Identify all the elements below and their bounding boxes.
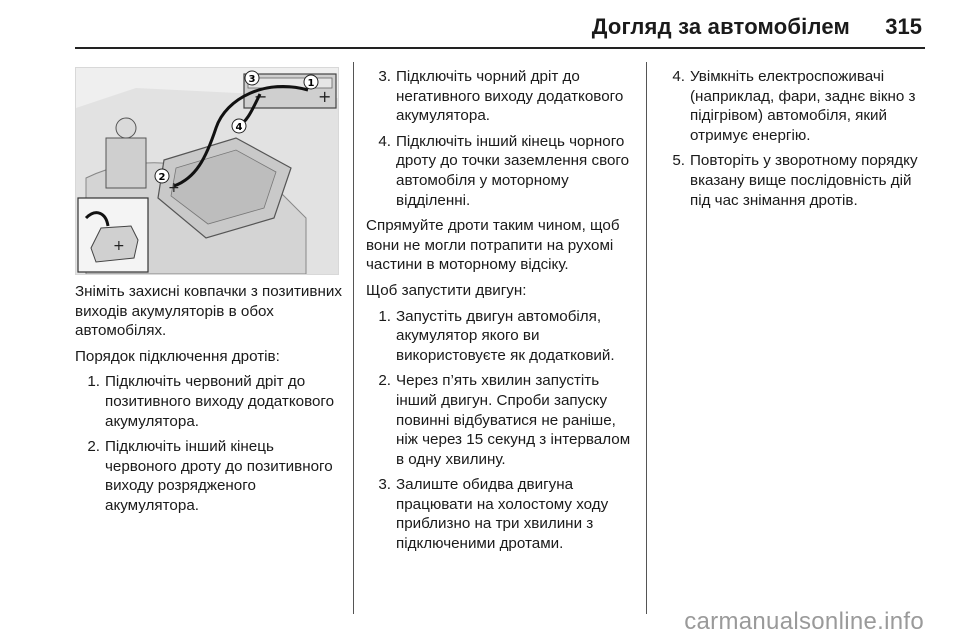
item-number: 1. — [87, 373, 100, 391]
item-number: 3. — [378, 68, 391, 85]
list-item — [665, 151, 930, 210]
item-text: Підключіть інший кінець червоного дроту до позитивного виходу розрядженого акумулятора. — [105, 438, 333, 514]
column-divider-1 — [353, 62, 354, 614]
column-2 — [366, 67, 638, 560]
callout-4: 4 — [235, 122, 243, 133]
watermark: carmanualsonline.info — [684, 608, 924, 635]
list-item — [371, 132, 638, 210]
list-item — [80, 372, 343, 431]
column-divider-2 — [646, 62, 647, 614]
svg-text:+: + — [318, 87, 332, 106]
svg-text:+: + — [168, 180, 180, 196]
column-1 — [75, 282, 343, 522]
start-steps-list — [366, 307, 638, 554]
svg-text:+: + — [113, 238, 125, 254]
list-item — [665, 67, 930, 145]
connection-steps-list — [75, 372, 343, 515]
list-item — [371, 67, 638, 126]
header-divider — [75, 47, 925, 49]
list-item — [371, 475, 638, 553]
page-number: 315 — [885, 14, 922, 39]
callout-2: 2 — [158, 172, 166, 183]
item-number: 5. — [672, 152, 685, 170]
list-item — [371, 371, 638, 469]
paragraph-route-cables: Спрямуйте дроти таким чином, щоб вони не могли потрапити на рухомі частини в моторному відсіку. — [366, 217, 620, 274]
item-text: Повторіть у зворотному порядку вказану вище послідовність дій під час знімання дротів. — [690, 152, 918, 209]
item-text: Увімкніть електроспоживачі (наприклад, фари, заднє вікно з підігрівом) автомобіля, який отримує енергію. — [690, 68, 916, 144]
item-text: Підключіть червоний дріт до позитивного виходу додаткового акумулятора. — [105, 373, 335, 430]
paragraph-start-engine: Щоб запустити двигун: — [366, 281, 527, 299]
item-number: 2. — [378, 372, 391, 390]
jump-start-illustration — [75, 67, 339, 275]
after-start-steps-list — [660, 67, 930, 210]
callout-3: 3 — [248, 74, 256, 85]
item-number: 1. — [378, 307, 391, 325]
paragraph-remove-caps: Зніміть захисні ковпачки з позитивних виходів акумуляторів в обох автомобілях. — [75, 283, 342, 340]
item-text: Підключіть інший кінець чорного дроту до точки заземлення свого автомобіля у моторному відділенні. — [396, 132, 630, 209]
item-text: Підключіть чорний дріт до негативного виходу додаткового акумулятора. — [396, 68, 624, 125]
item-number: 2. — [87, 438, 100, 456]
page-header-title: Догляд за автомобілем — [591, 14, 850, 39]
item-number: 3. — [378, 476, 391, 494]
item-text: Запустіть двигун автомобіля, акумулятор якого ви використовуєте як додатковий. — [396, 307, 615, 364]
connection-steps-continued — [366, 67, 638, 210]
item-text: Через п’ять хвилин запустіть інший двигун. Спроби запуску повинні відбуватися не раніше, ніж через 15 секунд з інтервалом в одну хвилину. — [396, 372, 631, 468]
item-number: 4. — [378, 132, 391, 150]
paragraph-connection-order: Порядок підключення дротів: — [75, 347, 280, 365]
callout-1: 1 — [307, 78, 315, 89]
list-item — [371, 307, 638, 366]
item-text: Залиште обидва двигуна працювати на холостому ходу приблизно на три хвилини з підключеними дротами. — [396, 476, 609, 553]
item-number: 4. — [672, 68, 685, 85]
column-3 — [660, 67, 930, 216]
list-item — [80, 437, 343, 515]
svg-text:−: − — [254, 87, 268, 106]
